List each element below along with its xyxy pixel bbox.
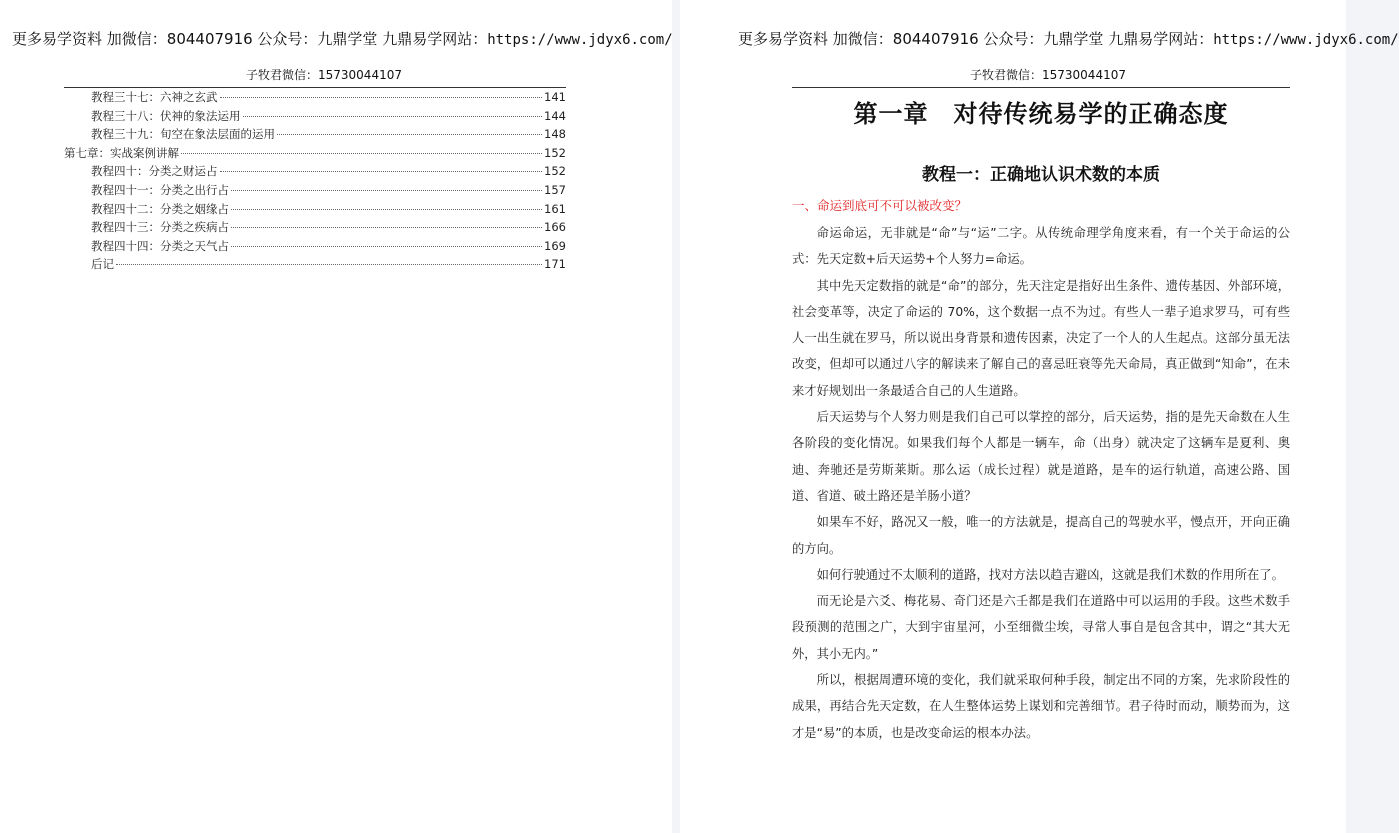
document-page-left bbox=[0, 0, 672, 833]
toc-entry-page: 144 bbox=[544, 108, 566, 123]
toc-entry-title: 教程三十七：六神之玄武 bbox=[91, 90, 218, 104]
toc-entry[interactable] bbox=[64, 256, 566, 275]
toc-entry-page: 152 bbox=[544, 145, 566, 160]
paragraph: 命运命运，无非就是“命”与“运”二字。从传统命理学角度来看，有一个关于命运的公式：先天定数+后天运势+个人努力=命运。 bbox=[792, 226, 1290, 267]
toc-entry-title: 教程四十一：分类之出行占 bbox=[91, 182, 229, 197]
toc-entry-title: 教程四十二：分类之姻缘占 bbox=[91, 201, 229, 216]
wechat-contact: 子牧君微信：15730044107 bbox=[970, 68, 1126, 82]
toc-entry-page: 166 bbox=[544, 220, 566, 235]
toc-leader-dots bbox=[231, 209, 542, 210]
toc-leader-dots bbox=[220, 97, 543, 98]
banner-url: https://www.jdyx6.com/ bbox=[1213, 32, 1399, 48]
header-rule bbox=[64, 87, 566, 88]
toc-entry-page: 152 bbox=[544, 164, 566, 179]
toc-leader-dots bbox=[277, 134, 542, 135]
toc-entry-page: 161 bbox=[544, 201, 566, 216]
toc-entry[interactable] bbox=[64, 182, 566, 201]
toc-entry-title: 教程四十四：分类之天气占 bbox=[91, 238, 229, 253]
toc-entry-page: 157 bbox=[544, 182, 566, 197]
toc-entry[interactable] bbox=[64, 238, 566, 257]
page-banner bbox=[12, 28, 673, 49]
lesson-title: 教程一：正确地认识术数的本质 bbox=[922, 165, 1160, 185]
paragraph: 后天运势与个人努力则是我们自己可以掌控的部分，后天运势，指的是先天命数在人生各阶段的变化情况。如果我们每个人都是一辆车，命（出身）就决定了这辆车是夏利、奥迪、奔驰还是劳斯莱斯。那么运（成长过程）就是道路，是车的运行轨道，高速公路、国道、省道、破土路还是羊肠小道？ bbox=[792, 410, 1290, 503]
toc-entry-title: 教程四十：分类之财运占 bbox=[91, 164, 218, 179]
toc-leader-dots bbox=[231, 190, 542, 191]
toc-entry-page: 171 bbox=[544, 257, 566, 272]
toc-leader-dots bbox=[243, 116, 543, 117]
banner-text: 更多易学资料 加微信：804407916 公众号：九鼎学堂 九鼎易学网站： bbox=[738, 30, 1214, 48]
toc-entry-title: 教程三十八：伏神的象法运用 bbox=[91, 108, 241, 123]
paragraph: 所以，根据周遭环境的变化，我们就采取何种手段，制定出不同的方案，先求阶段性的成果，再结合先天定数，在人生整体运势上谋划和完善细节。君子待时而动，顺势而为，这才是“易”的本质，也是改变命运的根本办法。 bbox=[792, 673, 1290, 740]
toc-entry[interactable] bbox=[64, 163, 566, 182]
body-text bbox=[792, 220, 1290, 746]
paragraph: 如何行驶通过不太顺利的道路，找对方法以趋吉避凶，这就是我们术数的作用所在了。 bbox=[816, 567, 1284, 582]
toc-entry[interactable] bbox=[64, 145, 566, 164]
table-of-contents bbox=[64, 89, 566, 275]
wechat-contact: 子牧君微信：15730044107 bbox=[246, 68, 402, 82]
paragraph: 而无论是六爻、梅花易、奇门还是六壬都是我们在道路中可以运用的手段。这些术数手段预测的范围之广，大到宇宙星河，小至细微尘埃，寻常人事自是包含其中，谓之“其大无外，其小无内。” bbox=[792, 594, 1290, 661]
toc-entry-title: 后记 bbox=[91, 257, 114, 272]
toc-leader-dots bbox=[181, 153, 542, 154]
section-heading: 一、命运到底可不可以被改变？ bbox=[792, 198, 968, 213]
toc-entry-title: 教程四十三：分类之疾病占 bbox=[91, 220, 229, 235]
banner-url: https://www.jdyx6.com/ bbox=[487, 32, 673, 48]
document-page-right bbox=[680, 0, 1399, 833]
toc-entry-page: 148 bbox=[544, 127, 566, 142]
toc-entry-page: 169 bbox=[544, 238, 566, 253]
toc-entry[interactable] bbox=[64, 201, 566, 220]
paragraph: 其中先天定数指的就是“命”的部分，先天注定是指好出生条件、遗传基因、外部环境，社会变革等，决定了命运的 70%，这个数据一点不为过。有些人一辈子追求罗马，可有些人一出生就在罗马，所以说出身背景和遗传因素，决定了一个人的人生起点。这部分虽无法改变，但却可以通过八字的解读来了解自己的喜忌旺衰等先天命局，真正做到“知命”，在未来才好规划出一条最适合自己的人生道路。 bbox=[792, 278, 1290, 398]
toc-leader-dots bbox=[220, 171, 543, 172]
toc-entry[interactable] bbox=[64, 89, 566, 108]
toc-entry[interactable] bbox=[64, 126, 566, 145]
chapter-title: 第一章 对待传统易学的正确态度 bbox=[853, 100, 1229, 128]
page-banner bbox=[738, 28, 1399, 49]
toc-entry[interactable] bbox=[64, 219, 566, 238]
toc-entry-title: 教程三十九：旬空在象法层面的运用 bbox=[91, 127, 275, 142]
toc-entry[interactable] bbox=[64, 108, 566, 127]
toc-entry-title: 第七章：实战案例讲解 bbox=[64, 145, 179, 160]
banner-text: 更多易学资料 加微信：804407916 公众号：九鼎学堂 九鼎易学网站： bbox=[12, 30, 488, 48]
toc-leader-dots bbox=[231, 246, 542, 247]
header-rule bbox=[792, 87, 1290, 88]
toc-leader-dots bbox=[116, 264, 542, 265]
paragraph: 如果车不好，路况又一般，唯一的方法就是，提高自己的驾驶水平，慢点开，开向正确的方向。 bbox=[792, 515, 1290, 556]
toc-leader-dots bbox=[231, 227, 542, 228]
toc-entry-page: 141 bbox=[544, 90, 566, 104]
